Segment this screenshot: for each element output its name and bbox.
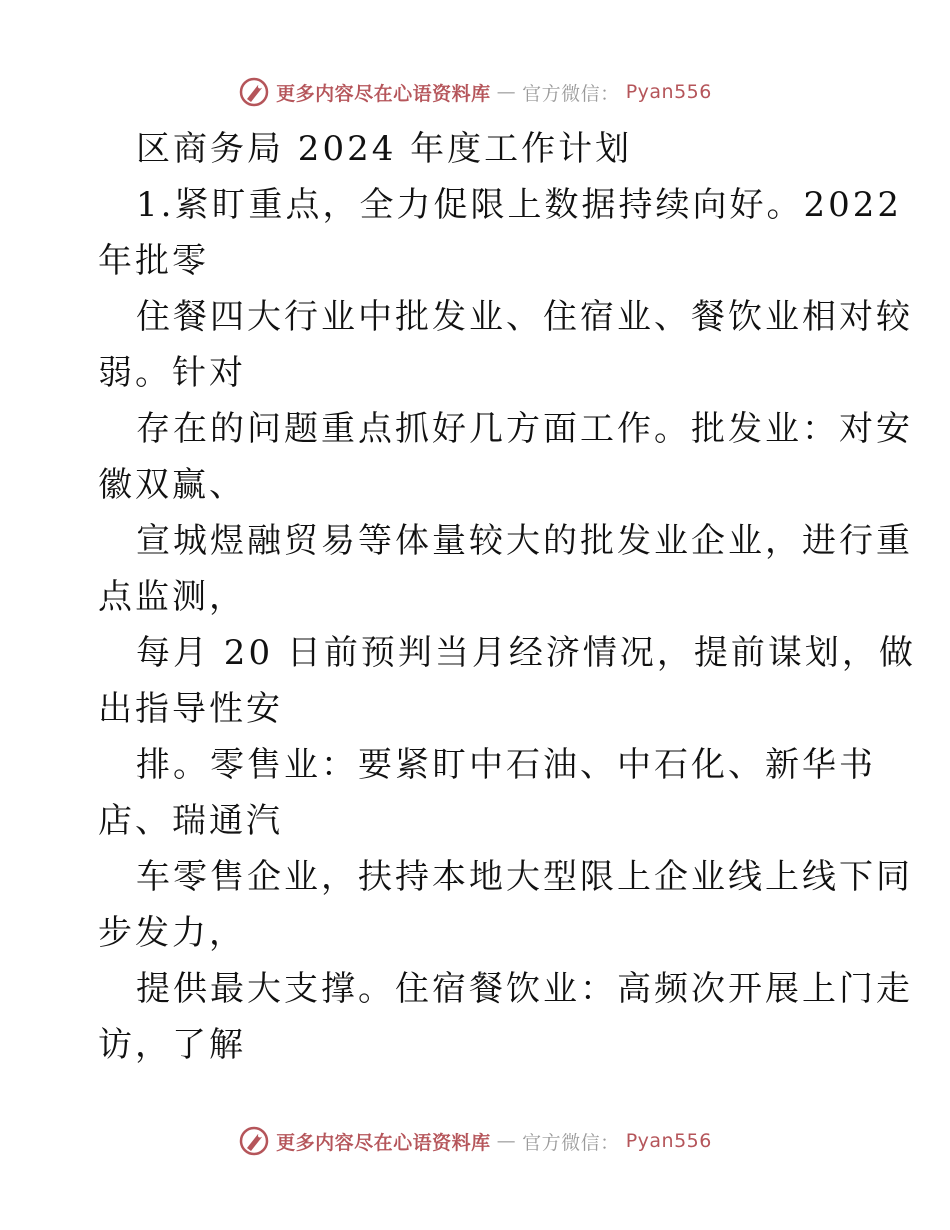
watermark-main-text: 更多内容尽在心语资料库 xyxy=(276,82,491,105)
paragraph-line: 宣城煜融贸易等体量较大的批发业企业，进行重 xyxy=(136,521,913,561)
paragraph-line: 排。零售业：要紧盯中石油、中石化、新华书 xyxy=(136,745,876,785)
paragraph-line: 住餐四大行业中批发业、住宿业、餐饮业相对较 xyxy=(136,297,913,337)
paragraph-line: 店、瑞通汽 xyxy=(98,801,283,841)
watermark-separator: — xyxy=(496,81,517,103)
paragraph-line: 出指导性安 xyxy=(98,689,283,729)
paragraph-line: 车零售企业，扶持本地大型限上企业线上线下同 xyxy=(136,857,913,897)
document-title: 区商务局 2024 年度工作计划 xyxy=(136,129,633,169)
watermark-main-text: 更多内容尽在心语资料库 xyxy=(276,1131,491,1154)
paragraph-line: 存在的问题重点抓好几方面工作。批发业：对安 xyxy=(136,409,913,449)
watermark-wechat-label: 官方微信： xyxy=(522,1131,620,1154)
watermark-wechat-id: Pyan556 xyxy=(625,1130,712,1152)
watermark-wechat-label: 官方微信： xyxy=(522,82,620,105)
paragraph-line: 访，了解 xyxy=(98,1025,246,1065)
paragraph-line: 点监测， xyxy=(98,577,246,617)
footer-watermark xyxy=(0,1121,950,1161)
pen-logo-icon xyxy=(238,1125,270,1157)
pen-logo-icon xyxy=(238,76,270,108)
paragraph-line: 每月 20 日前预判当月经济情况，提前谋划，做 xyxy=(136,633,916,673)
document-body xyxy=(98,121,916,1073)
watermark-wechat-id: Pyan556 xyxy=(625,81,712,103)
paragraph-line: 徽双赢、 xyxy=(98,465,246,505)
paragraph-line: 弱。针对 xyxy=(98,353,246,393)
header-watermark xyxy=(0,72,950,112)
paragraph-line: 年批零 xyxy=(98,241,209,281)
paragraph-line: 步发力， xyxy=(98,913,246,953)
paragraph-line: 1.紧盯重点，全力促限上数据持续向好。2022 xyxy=(136,185,902,225)
watermark-separator: — xyxy=(496,1130,517,1152)
paragraph-line: 提供最大支撑。住宿餐饮业：高频次开展上门走 xyxy=(136,969,913,1009)
